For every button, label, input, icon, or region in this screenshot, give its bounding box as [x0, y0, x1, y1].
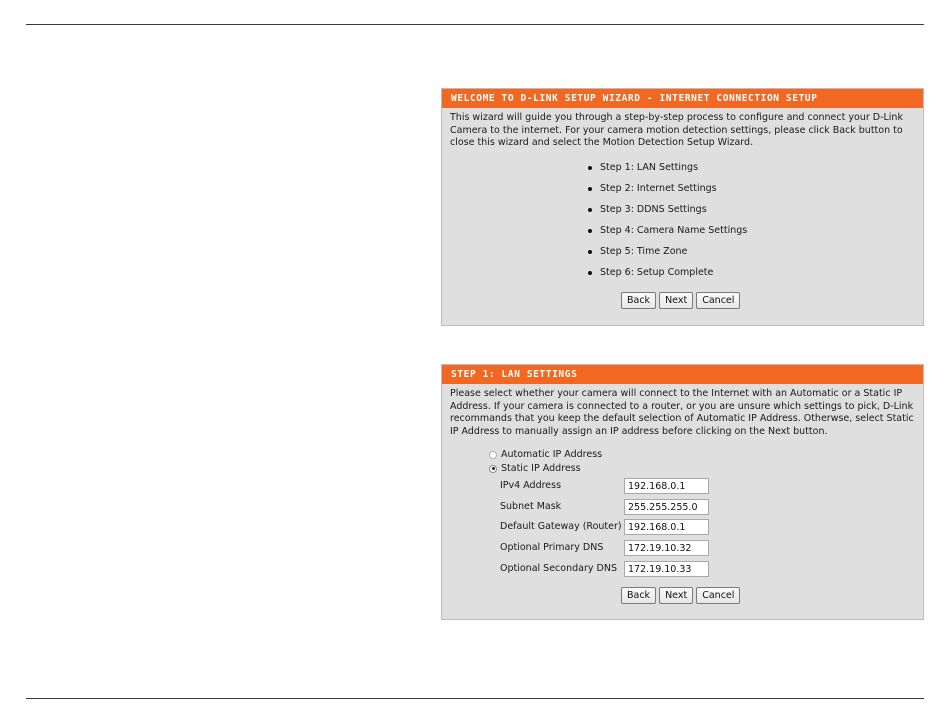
primary-dns-label: Optional Primary DNS: [500, 542, 604, 553]
secondary-dns-label: Optional Secondary DNS: [500, 563, 617, 574]
ipv4-label: IPv4 Address: [500, 480, 562, 491]
wizard-step-item: Step 3: DDNS Settings: [588, 204, 747, 225]
lan-button-row: [621, 587, 740, 604]
automatic-ip-radio[interactable]: [489, 451, 497, 459]
wizard-step-item: Step 5: Time Zone: [588, 246, 747, 267]
automatic-ip-label: Automatic IP Address: [501, 449, 603, 460]
secondary-dns-input[interactable]: [624, 561, 709, 577]
next-button[interactable]: Next: [659, 292, 693, 309]
wizard-step-item: Step 1: LAN Settings: [588, 162, 747, 183]
automatic-ip-option[interactable]: [489, 449, 602, 460]
setup-wizard-panel: [441, 88, 924, 326]
next-button[interactable]: Next: [659, 587, 693, 604]
static-ip-radio[interactable]: [489, 465, 497, 473]
cancel-button[interactable]: Cancel: [696, 587, 740, 604]
wizard-step-item: Step 6: Setup Complete: [588, 267, 747, 288]
gateway-input[interactable]: [624, 519, 709, 535]
subnet-row: [500, 499, 920, 515]
setup-wizard-title: WELCOME TO D-LINK SETUP WIZARD - INTERNET CONNECTION SETUP: [442, 89, 923, 108]
static-ip-label: Static IP Address: [501, 463, 581, 474]
ipv4-row: [500, 478, 920, 494]
static-ip-option[interactable]: [489, 463, 581, 474]
gateway-row: [500, 519, 920, 535]
wizard-step-item: Step 4: Camera Name Settings: [588, 225, 747, 246]
wizard-step-item: Step 2: Internet Settings: [588, 183, 747, 204]
ipv4-input[interactable]: [624, 478, 709, 494]
primary-dns-input[interactable]: [624, 540, 709, 556]
top-divider: [26, 24, 924, 25]
back-button[interactable]: Back: [621, 587, 656, 604]
lan-settings-title: STEP 1: LAN SETTINGS: [442, 365, 923, 384]
bottom-divider: [26, 698, 924, 699]
secondary-dns-row: [500, 561, 920, 577]
primary-dns-row: [500, 540, 920, 556]
subnet-input[interactable]: [624, 499, 709, 515]
lan-settings-intro: Please select whether your camera will connect to the Internet with an Automatic or a Static IP Address. If your camera is connected to a router, or you are unsure which settings to pick, D-Link recommands that you keep the default selection of Automatic IP Address. Otherwse, select Static IP Address to manually assign an IP address before clicking on the Next button.: [450, 388, 914, 437]
wizard-steps-list: [588, 162, 747, 288]
wizard-button-row: [621, 292, 740, 309]
subnet-label: Subnet Mask: [500, 501, 562, 512]
setup-wizard-intro: This wizard will guide you through a step-by-step process to configure and connect your D-Link Camera to the internet. For your camera motion detection settings, please click Back button to close this wizard and select the Motion Detection Setup Wizard.: [450, 112, 903, 148]
back-button[interactable]: Back: [621, 292, 656, 309]
cancel-button[interactable]: Cancel: [696, 292, 740, 309]
gateway-label: Default Gateway (Router): [500, 521, 622, 532]
lan-settings-panel: [441, 364, 924, 620]
